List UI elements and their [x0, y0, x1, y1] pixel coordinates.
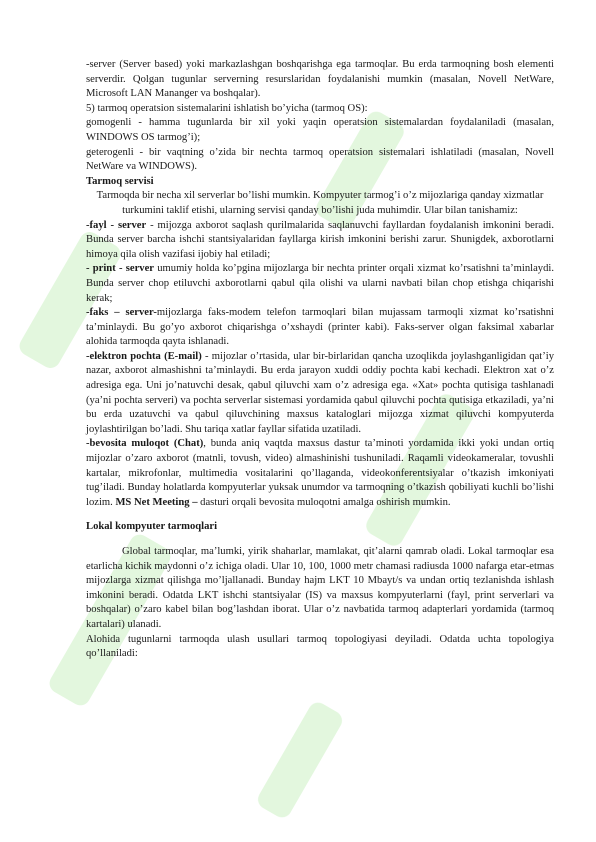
paragraph-service-intro: Tarmoqda bir necha xil serverlar bo’lishi mumkin. Kompyuter tarmog’i o’z mijozlariga qanday xizmatlar turkumini taklif etishi, ularning servisi qanday bo’lishi juda muhimdir. Ular bilan tanishamiz: [96, 190, 544, 216]
paragraph-fax-server [86, 306, 554, 350]
paragraph-print-server [86, 262, 554, 306]
watermark-mark-5 [254, 699, 345, 821]
paragraph-heterogeneous: geterogenli - bir vaqtning o’zida bir nechta tarmoq operatsion sistemalari ishlatiladi (masalan, Novell NetWare va WINDOWS). [86, 146, 554, 173]
spacer [86, 510, 554, 520]
paragraph-os-heading: 5) tarmoq operatsion sistemalarini ishlatish bo’yicha (tarmoq OS): [86, 102, 368, 114]
paragraph-chat [86, 437, 554, 510]
paragraph-local-networks: Global tarmoqlar, ma’lumki, yirik shaharlar, mamlakat, qit’alarni qamrab oladi. Lokal tarmoqlar esa etarlicha kichik maydonni o’z ichiga oladi. Ular 10, 100, 1000 metr chamasi radiusda 1000 nafarga etar-etmas mijozlarga xizmat qilishga mo’ljallanadi. Bunday hajm LKT 10 Mbayt/s va undan ortiq tezlanishda ishlash imkonini beradi. Odatda LKT ishchi stantsiyalar (IS) va maxsus kompyuterlarni (fayl, print serverlari va boshqalar) o’zaro kabel bilan bog’lashdan iborat. Ular o’z navbatida tarmoq adapterlari yordamida (tarmoq kartalari) ulanadi. [86, 546, 554, 630]
term-ms-net-meeting: MS Net Meeting – [115, 496, 198, 508]
section-heading-network-service: Tarmoq servisi [86, 175, 154, 187]
term-fax-server: -faks – server- [86, 307, 157, 319]
paragraph-file-server [86, 219, 554, 263]
text-email: - mijozlar o’rtasida, ular bir-birlaridan qancha uzoqlikda joylashganligidan qat’iy nazar, axborot almashishni ta’minlaydi. Bu erda jarayon xuddi oddiy pochta kabi kechadi. Elektron xat o’z adresiga ega. Uni jo’natuvchi desak, qabul qiluvchi xam o’z adresiga ega. «Xat» pochta qutisiga tashlanadi (ya’ni pochta serveri) va pochta serverlar sistemasi yordamida qabul qiluvchi pochta qutisiga etkaziladi, ya’ni bu erda uzatuvchi va qabul qiluvchining maxsus kataloglari mijozga xizmat qiluvchi kompyuterda joylashtirilgan bo’ladi. Shu tariqa xatlar fayllar sifatida uzatiladi. [86, 350, 554, 435]
section-heading-local-networks: Lokal kompyuter tarmoqlari [86, 521, 218, 533]
spacer [86, 535, 554, 545]
term-email: -elektron pochta (E-mail) [86, 350, 202, 362]
term-file-server: -fayl - server [86, 219, 147, 231]
text-chat: , bunda aniq vaqtda maxsus dastur ta’minoti yordamida ikki yoki undan ortiq mijozlar o’zaro axborot (matnli, tovush, video) almashinishi tushuniladi. Raqamli videokameralar, tovushli kartalar, mikrofonlar, multimedia vositalarini qo’llaganda, videokonferentsiyalar o’tkazish imkoniyati tug’iladi. Bunday holatlarda kompyuterlar yuksak unumdor va tarmoqning o’tkazish qobiliyati kuchli bo’lishi lozim. [86, 438, 554, 508]
paragraph-homogeneous: gomogenli - hamma tugunlarda bir xil yoki yaqin operatsion sistemalardan foydalaniladi (masalan, WINDOWS OS tarmog’i); [86, 117, 554, 143]
document-body [86, 58, 554, 662]
term-print-server: - print - server [86, 263, 154, 275]
paragraph-topology: Alohida tugunlarni tarmoqda ulash usullari tarmoq topologiyasi deyiladi. Odatda uchta topologiya qo’llaniladi: [86, 633, 554, 660]
text-fax-server: mijozlarga faks-modem telefon tarmoqlari bilan mujassam tarmoqli xizmat ko’rsatishni ta’minlaydi. Bu go’yo axborot chiqarishga o’xshaydi (printer kabi). Faks-server olgan faksimal xabarlar alohida tarmoqda qayta ishlanadi. [86, 307, 554, 348]
term-chat: -bevosita muloqot (Chat) [86, 438, 204, 450]
paragraph-email [86, 350, 554, 438]
text-file-server: - mijozga axborot saqlash qurilmalarida saqlanuvchi fayllardan foydalanish imkonini beradi. Bunda server barcha ishchi stantsiyalaridan fayllarga kirish imkonini berishi zarur. Shunigdek, axborotlarni himoya qila olish vazifasi ijobiy hal etiladi; [86, 219, 554, 260]
text-print-server: umumiy holda ko’pgina mijozlarga bir nechta printer orqali xizmat ko’rsatishni ta’minlaydi. Bunda server chop etiluvchi axborotlarni qabul qila olishi va ularni navbati bilan chop etishga chiqarishi kerak; [86, 263, 554, 304]
text-ms-net-meeting: dasturi orqali bevosita muloqotni amalga oshirish mumkin. [197, 496, 451, 508]
paragraph-server-based: -server (Server based) yoki markazlashgan boshqarishga ega tarmoqlar. Bu erda tarmoqning bosh elementi serverdir. Qolgan tugunlar serverning resurslaridan foydalanishi mumkin (masalan, Novell NetWare, Microsoft LAN Mananger va boshqalar). [86, 59, 554, 100]
